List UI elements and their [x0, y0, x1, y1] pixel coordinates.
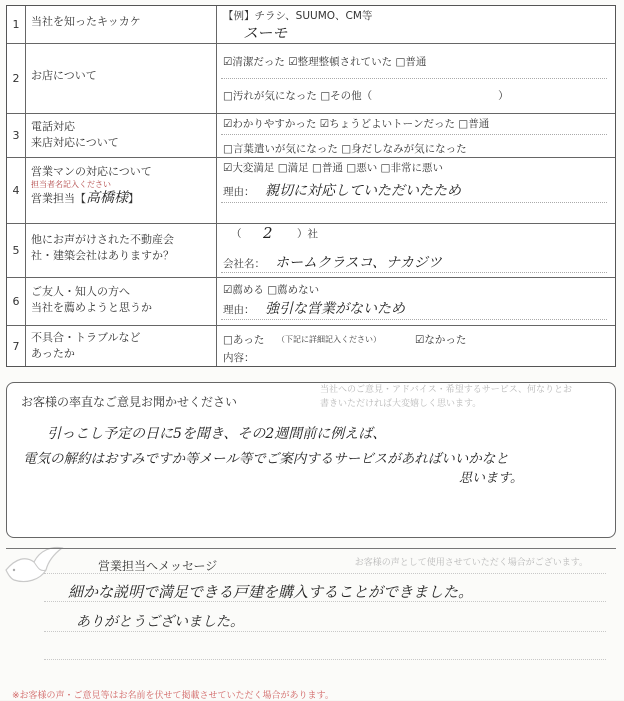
message-handwritten-1: 細かな説明で満足できる戸建を購入することができました。 [68, 583, 474, 601]
survey-row-6 [7, 278, 615, 326]
store-options-1: ☑清潔だった ☑整理整頓されていた □普通 [223, 56, 427, 68]
survey-row-7 [7, 326, 615, 366]
row-number: 1 [7, 6, 26, 43]
row-label [25, 278, 217, 325]
row-label [25, 326, 217, 366]
row-answer [217, 114, 615, 157]
row-label [25, 224, 217, 277]
count-close: ）社 [297, 228, 318, 240]
row-number: 2 [7, 44, 26, 113]
divider [221, 78, 607, 79]
recommend-options: ☑薦める □薦めない [223, 284, 320, 296]
phone-options-2: □言葉遣いが気になった □身だしなみが気になった [223, 143, 467, 155]
handwritten-companies: ホームクラスコ、ナカジツ [275, 255, 442, 271]
message-heading: 営業担当へメッセージ [98, 559, 218, 573]
opinion-note: 当社へのご意見・アドバイス・希望するサービス、何なりとお書きいただければ大変嬉しく思います。 [320, 385, 573, 409]
row-label [25, 114, 217, 157]
row-label: お店について [25, 44, 217, 113]
row-label-line2: 当社を薦めようと思うか [31, 301, 152, 314]
bottom-note: ※お客様の声・ご意見等はお名前を伏せて掲載させていただく場合があります。 [12, 691, 334, 701]
row-number: 5 [7, 224, 26, 277]
trouble-option-yes: □あった [223, 334, 265, 346]
row-label-line1: ご友人・知人の方へ [31, 285, 130, 298]
survey-row-3 [7, 114, 615, 158]
trouble-option-note: （下記に詳細記入ください） [277, 335, 381, 344]
survey-row-5 [7, 224, 615, 278]
message-handwritten-2: ありがとうございました。 [76, 614, 244, 630]
content-label: 内容： [223, 352, 255, 364]
row-number: 6 [7, 278, 26, 325]
row-label-small: 担当者名記入ください [31, 180, 111, 189]
count-open: （ [231, 228, 242, 240]
divider [44, 659, 606, 660]
survey-row-4 [7, 158, 615, 224]
row-label-line2: あったか [31, 347, 75, 360]
divider [221, 319, 607, 320]
opinion-handwritten-1: 引っこし予定の日に5を聞き、その2週間前に例えば、 [47, 426, 387, 442]
divider [44, 573, 606, 574]
message-note: お客様の声として使用させていただく場合がございます。 [354, 558, 588, 568]
opinion-handwritten-3: 思います。 [459, 471, 523, 486]
survey-table [6, 5, 616, 367]
reason-label: 理由： [223, 304, 255, 316]
row-answer [217, 6, 615, 43]
satisfaction-options: ☑大変満足 □満足 □普通 □悪い □非常に悪い [223, 162, 443, 174]
survey-row-1 [7, 6, 615, 44]
divider [221, 272, 607, 273]
sales-rep-suffix: 】 [128, 192, 139, 205]
row-number: 4 [7, 158, 26, 223]
row-label [25, 158, 217, 223]
handwritten-recommend-reason: 強引な営業がないため [265, 301, 405, 317]
divider [221, 202, 607, 203]
sales-rep-name: 高橋様 [86, 190, 128, 206]
trouble-option-no: ☑なかった [415, 334, 467, 346]
row-label-line1: 電話対応 [31, 120, 75, 133]
handwritten-source: スーモ [243, 24, 288, 42]
row-label-line2: 来店対応について [31, 136, 119, 149]
reason-label: 理由： [223, 186, 255, 198]
divider [44, 631, 606, 632]
row-label-line2: 社・建築会社はありますか？ [31, 249, 174, 262]
row-label-line1: 他にお声がけされた不動産会 [31, 233, 174, 246]
row-answer [217, 224, 615, 277]
phone-options-1: ☑わかりやすかった ☑ちょうどよいトーンだった □普通 [223, 118, 490, 130]
row-answer [217, 278, 615, 325]
sales-rep-prefix: 営業担当【 [31, 192, 86, 205]
opinion-handwritten-2: 電気の解約はおすみですか等メール等でご案内するサービスがあればいいかなと [23, 451, 509, 467]
company-label: 会社名： [223, 258, 265, 270]
row-number: 3 [7, 114, 26, 157]
row-label-line1: 営業マンの対応について [31, 165, 152, 178]
survey-row-2 [7, 44, 615, 114]
message-box [6, 548, 616, 693]
row-number: 7 [7, 326, 26, 366]
opinion-box [6, 382, 616, 538]
row-label-line1: 不具合・トラブルなど [31, 331, 141, 344]
example-text: 【例】チラシ、SUUMO、CM等 [223, 10, 373, 22]
row-answer [217, 158, 615, 223]
handwritten-reason: 親切に対応していただいたため [265, 183, 461, 199]
row-answer [217, 326, 615, 366]
divider [221, 134, 607, 135]
opinion-heading: お客様の率直なご意見お聞かせください [21, 395, 238, 409]
row-answer [217, 44, 615, 113]
row-label: 当社を知ったキッカケ [25, 6, 217, 43]
handwritten-count: 2 [263, 224, 273, 242]
store-options-2: □汚れが気になった □その他（ ） [223, 90, 509, 102]
